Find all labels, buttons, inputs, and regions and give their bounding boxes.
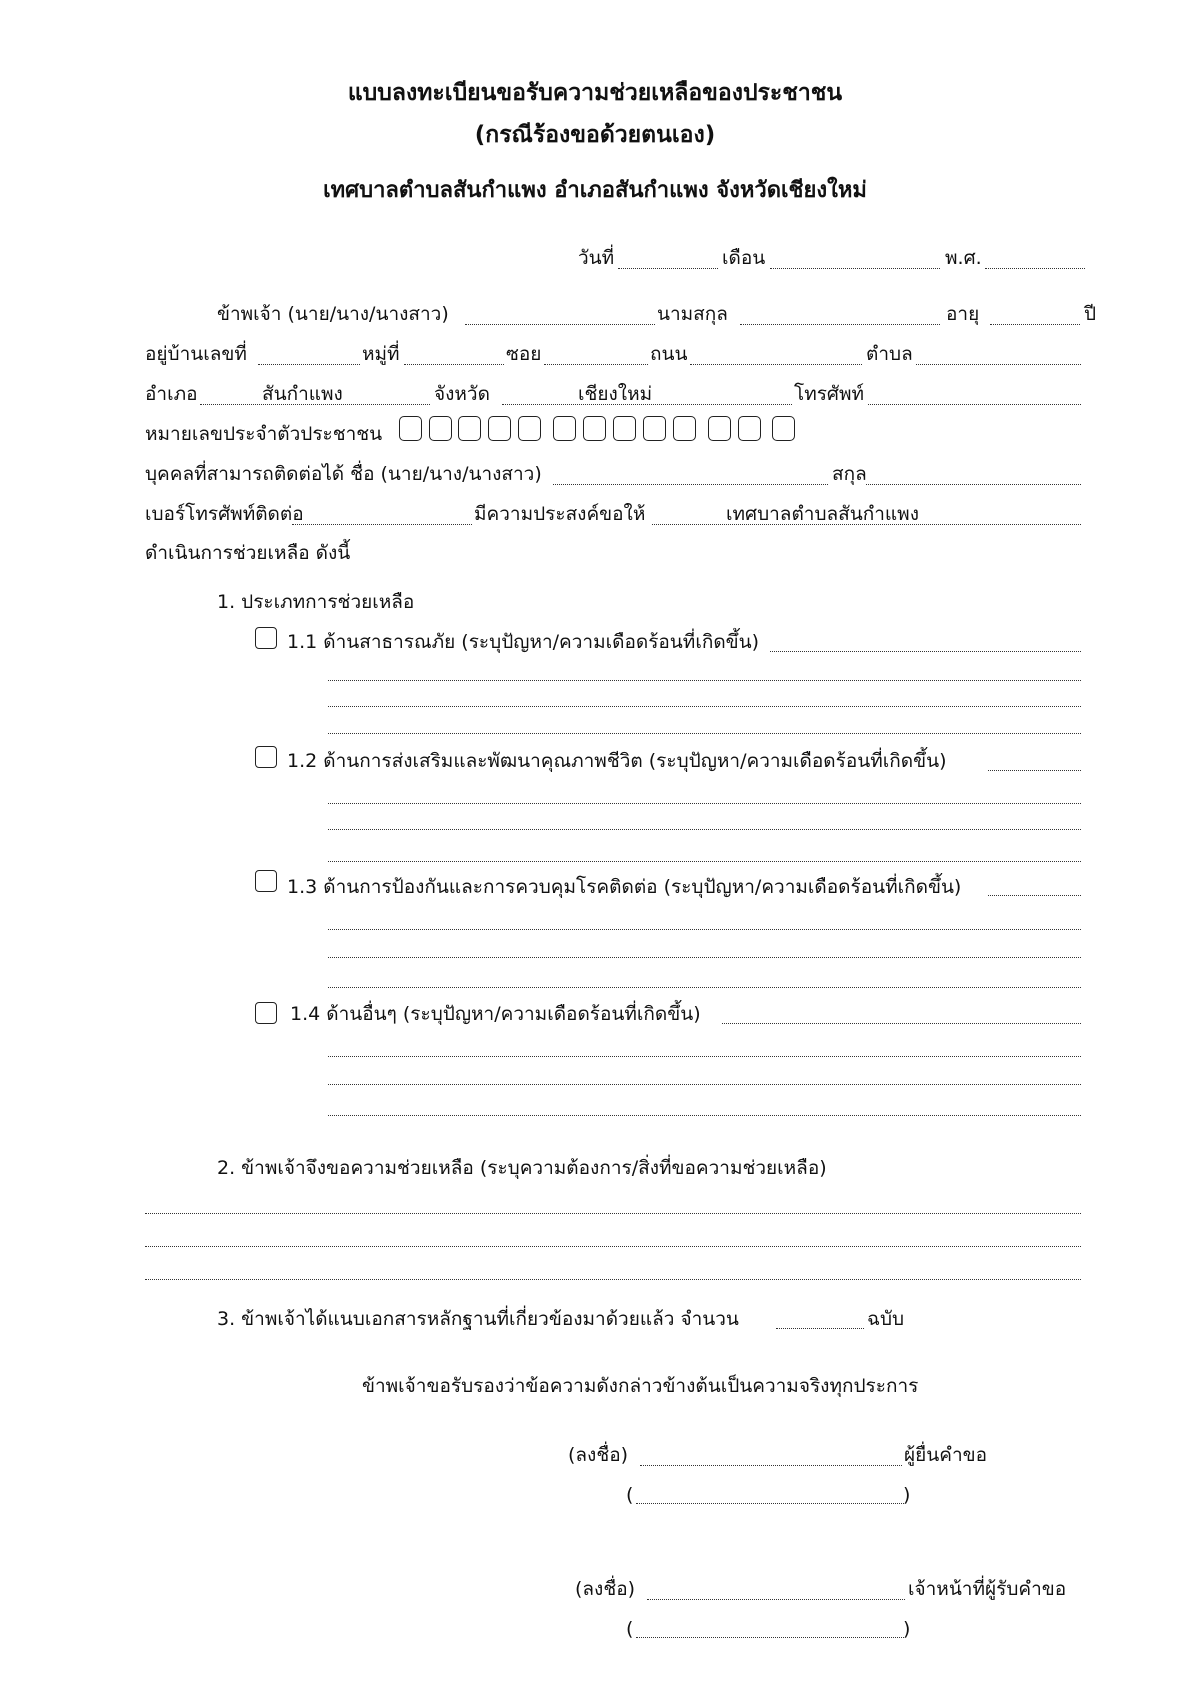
- tambon-label: ตำบล: [866, 343, 913, 365]
- citizen-id-label: หมายเลขประจำตัวประชาชน: [145, 423, 383, 445]
- applicant-sign-label: (ลงชื่อ): [568, 1444, 629, 1466]
- age-field[interactable]: [990, 324, 1080, 325]
- year-field[interactable]: [985, 268, 1085, 269]
- phone-field[interactable]: [868, 404, 1081, 405]
- id-digit-box[interactable]: [738, 416, 761, 441]
- option-1-2-label: 1.2 ด้านการส่งเสริมและพัฒนาคุณภาพชีวิต (ระบุปัญหา/ความเดือดร้อนที่เกิดขึ้น): [287, 750, 947, 772]
- amphoe-value: สันกำแพง: [262, 383, 343, 405]
- option-1-3-line[interactable]: [328, 957, 1081, 958]
- road-label: ถนน: [650, 343, 688, 365]
- option-1-2-line[interactable]: [328, 829, 1081, 830]
- option-1-4-field[interactable]: [722, 1023, 1081, 1024]
- option-1-1-line[interactable]: [328, 680, 1081, 681]
- phone-label: โทรศัพท์: [794, 383, 865, 405]
- id-digit-box[interactable]: [399, 416, 422, 441]
- house-no-label: อยู่บ้านเลขที่: [145, 343, 247, 365]
- day-field[interactable]: [618, 268, 718, 269]
- contact-phone-field[interactable]: [292, 524, 472, 525]
- surname-field[interactable]: [740, 324, 940, 325]
- proceed-label: ดำเนินการช่วยเหลือ ดังนี้: [145, 542, 351, 564]
- id-digit-box[interactable]: [553, 416, 576, 441]
- contact-surname-field[interactable]: [866, 484, 1081, 485]
- moo-field[interactable]: [404, 364, 504, 365]
- officer-sign-label: (ลงชื่อ): [575, 1578, 636, 1600]
- house-no-field[interactable]: [258, 364, 360, 365]
- request-to-label: มีความประสงค์ขอให้: [474, 503, 646, 525]
- section2-line[interactable]: [145, 1279, 1081, 1280]
- option-1-1-label: 1.1 ด้านสาธารณภัย (ระบุปัญหา/ความเดือดร้อนที่เกิดขึ้น): [287, 631, 760, 653]
- option-1-3-label: 1.3 ด้านการป้องกันและการควบคุมโรคติดต่อ (ระบุปัญหา/ความเดือดร้อนที่เกิดขึ้น): [287, 876, 962, 898]
- id-digit-box[interactable]: [613, 416, 636, 441]
- id-digit-box[interactable]: [673, 416, 696, 441]
- option-1-4-line[interactable]: [328, 1115, 1081, 1116]
- option-1-2-line[interactable]: [328, 803, 1081, 804]
- year-label: พ.ศ.: [945, 247, 982, 269]
- id-digit-box[interactable]: [429, 416, 452, 441]
- section3-label: 3. ข้าพเจ้าได้แนบเอกสารหลักฐานที่เกี่ยวข้องมาด้วยแล้ว จำนวน: [217, 1308, 739, 1330]
- organization-line: เทศบาลตำบลสันกำแพง อำเภอสันกำแพง จังหวัดเชียงใหม่: [323, 178, 867, 203]
- province-value: เชียงใหม่: [578, 383, 653, 405]
- form-subtitle: (กรณีร้องขอด้วยตนเอง): [474, 122, 716, 148]
- section2-heading: 2. ข้าพเจ้าจึงขอความช่วยเหลือ (ระบุความต้องการ/สิ่งที่ขอความช่วยเหลือ): [217, 1157, 827, 1179]
- officer-paren-open: (: [626, 1618, 634, 1640]
- officer-signature-field[interactable]: [647, 1599, 905, 1600]
- officer-printed-name-field[interactable]: [636, 1637, 904, 1638]
- id-digit-box[interactable]: [583, 416, 606, 441]
- applicant-signature-field[interactable]: [640, 1465, 902, 1466]
- applicant-printed-name-field[interactable]: [636, 1503, 904, 1504]
- month-field[interactable]: [770, 268, 940, 269]
- soi-field[interactable]: [544, 364, 648, 365]
- option-1-1-field[interactable]: [770, 651, 1081, 652]
- section1-heading: 1. ประเภทการช่วยเหลือ: [217, 591, 415, 613]
- province-label: จังหวัด: [434, 383, 490, 405]
- age-label: อายุ: [946, 303, 980, 325]
- option-1-4-label: 1.4 ด้านอื่นๆ (ระบุปัญหา/ความเดือดร้อนที่เกิดขึ้น): [290, 1003, 701, 1025]
- contact-name-field[interactable]: [553, 484, 828, 485]
- officer-role: เจ้าหน้าที่ผู้รับคำขอ: [908, 1578, 1067, 1600]
- document-unit: ฉบับ: [867, 1308, 905, 1330]
- applicant-paren-close: ): [903, 1484, 911, 1506]
- request-to-value: เทศบาลตำบลสันกำแพง: [726, 503, 919, 525]
- soi-label: ซอย: [506, 343, 542, 365]
- tambon-field[interactable]: [916, 364, 1081, 365]
- option-1-3-line[interactable]: [328, 929, 1081, 930]
- option-1-4-line[interactable]: [328, 1084, 1081, 1085]
- officer-paren-close: ): [903, 1618, 911, 1640]
- id-digit-box[interactable]: [488, 416, 511, 441]
- amphoe-label: อำเภอ: [145, 383, 198, 405]
- id-digit-box[interactable]: [458, 416, 481, 441]
- moo-label: หมู่ที่: [362, 343, 400, 365]
- applicant-paren-open: (: [626, 1484, 634, 1506]
- name-label: ข้าพเจ้า (นาย/นาง/นางสาว): [217, 303, 449, 325]
- option-1-3-line[interactable]: [328, 987, 1081, 988]
- certification-text: ข้าพเจ้าขอรับรองว่าข้อความดังกล่าวข้างต้นเป็นความจริงทุกประการ: [362, 1375, 919, 1397]
- option-1-2-checkbox[interactable]: [255, 746, 277, 768]
- option-1-2-line[interactable]: [328, 861, 1081, 862]
- option-1-4-checkbox[interactable]: [255, 1002, 277, 1024]
- section2-line[interactable]: [145, 1213, 1081, 1214]
- applicant-role: ผู้ยื่นคำขอ: [904, 1444, 988, 1466]
- road-field[interactable]: [690, 364, 862, 365]
- option-1-4-line[interactable]: [328, 1056, 1081, 1057]
- id-digit-box[interactable]: [643, 416, 666, 441]
- document-count-field[interactable]: [776, 1328, 864, 1329]
- option-1-1-line[interactable]: [328, 706, 1081, 707]
- section2-line[interactable]: [145, 1246, 1081, 1247]
- age-unit: ปี: [1084, 303, 1097, 325]
- name-field[interactable]: [465, 324, 655, 325]
- id-digit-box[interactable]: [772, 416, 795, 441]
- option-1-1-checkbox[interactable]: [255, 627, 277, 649]
- option-1-3-checkbox[interactable]: [255, 870, 277, 892]
- contact-name-label: บุคคลที่สามารถติดต่อได้ ชื่อ (นาย/นาง/นางสาว): [145, 463, 542, 485]
- contact-surname-label: สกุล: [832, 463, 867, 485]
- month-label: เดือน: [722, 247, 766, 269]
- option-1-1-line[interactable]: [328, 733, 1081, 734]
- day-label: วันที่: [578, 247, 615, 269]
- option-1-3-field[interactable]: [988, 895, 1081, 896]
- surname-label: นามสกุล: [657, 303, 728, 325]
- id-digit-box[interactable]: [708, 416, 731, 441]
- id-digit-box[interactable]: [518, 416, 541, 441]
- form-title: แบบลงทะเบียนขอรับความช่วยเหลือของประชาชน: [347, 80, 843, 106]
- option-1-2-field[interactable]: [988, 770, 1081, 771]
- contact-phone-label: เบอร์โทรศัพท์ติดต่อ: [145, 503, 304, 525]
